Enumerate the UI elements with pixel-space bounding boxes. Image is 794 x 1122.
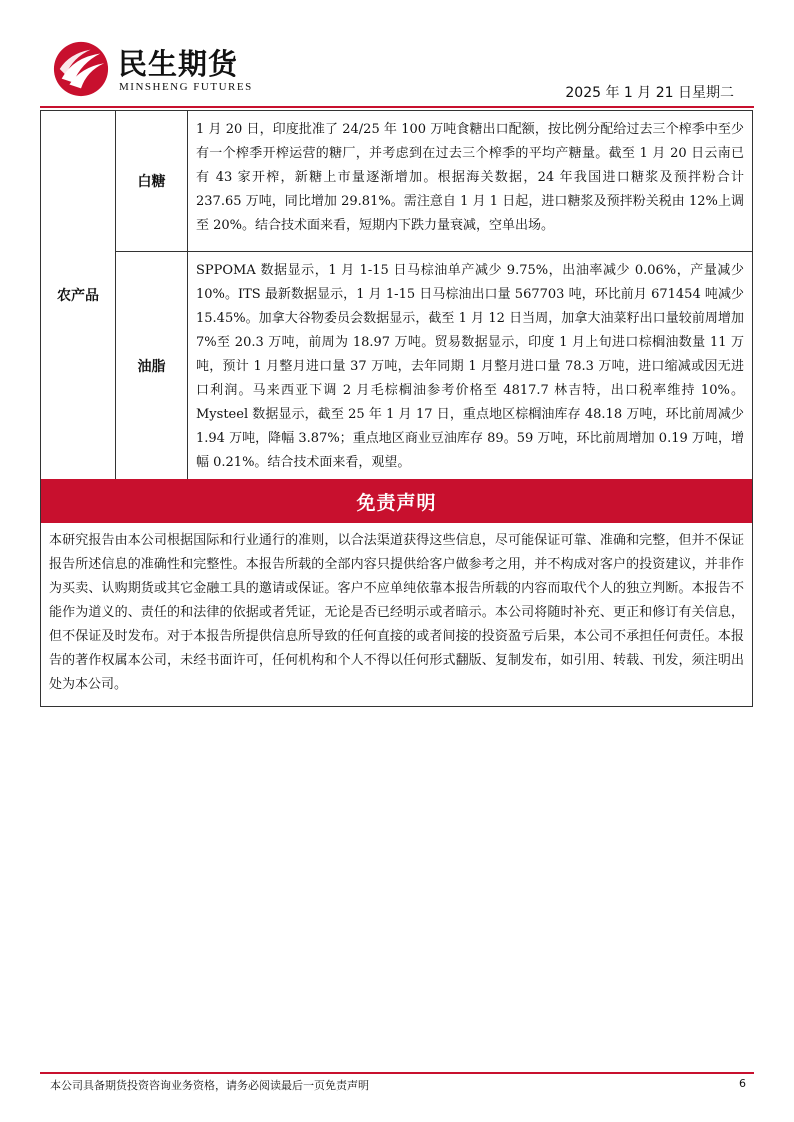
brand-name-en: MINSHENG FUTURES xyxy=(119,81,253,93)
footer-notice: 本公司具备期货投资咨询业务资格，请务必阅读最后一页免责声明 xyxy=(50,1079,369,1092)
commodity-commentary-sugar: 1 月 20 日，印度批准了 24/25 年 100 万吨食糖出口配额，按比例分配给过去三个榨季中至少有一个榨季开榨运营的糖厂，并考虑到在过去三个榨季的平均产糖量。截至 1 月 20 日云南已有 43 家开榨，新糖上市量逐渐增加。根据海关数据，24 年我国进口糖浆及预拌粉合计 237.65 万吨，同比增加 29.81%。需注意自 1 月 1 日起，进口糖浆及预拌粉关税由 12%上调至 20%。结合技术面来看，短期内下跌力量衰减，空单出场。 xyxy=(196,122,744,233)
table-row xyxy=(116,251,752,479)
disclaimer-title: 免责声明 xyxy=(40,479,753,523)
table-row-agriculture xyxy=(41,111,752,479)
brand-name-cn: 民生期货 xyxy=(118,47,239,81)
category-label: 农产品 xyxy=(41,111,116,479)
commodity-label-oils: 油脂 xyxy=(116,252,188,479)
report-date: 2025 年 1 月 21 日星期二 xyxy=(565,85,734,101)
footer-divider xyxy=(40,1072,754,1074)
page-header xyxy=(40,36,754,106)
page-number: 6 xyxy=(739,1077,746,1090)
header-divider xyxy=(40,106,754,108)
commodity-commentary-oils: SPPOMA 数据显示，1 月 1-15 日马棕油单产减少 9.75%，出油率减少 0.06%，产量减少 10%。ITS 最新数据显示，1 月 1-15 日马棕油出口量 567703 吨，环比前月 671454 吨减少 15.45%。加拿大谷物委员会数据显示，截至 1 月 12 日当周，加拿大油菜籽出口量较前周增加 7%至 20.3 万吨，前周为 18.97 万吨。贸易数据显示，印度 1 月上旬进口棕榈油数量 11 万吨，预计 1 月整月进口量 37 万吨，去年同期 1 月整月进口量 78.3 万吨，进口缩减或因无进口利润。马来西亚下调 2 月毛棕榈油参考价格至 4817.7 林吉特，出口税率维持 10%。Mysteel 数据显示，截至 25 年 1 月 17 日，重点地区棕榈油库存 48.18 万吨，环比前周减少 1.94 万吨，降幅 3.87%；重点地区商业豆油库存 89。59 万吨，环比前周增加 0.19 万吨，增幅 0.21%。结合技术面来看，观望。 xyxy=(196,263,744,470)
minsheng-logo-icon xyxy=(52,40,110,98)
commodity-label-sugar: 白糖 xyxy=(116,111,188,251)
subgroup xyxy=(116,111,752,479)
table-row xyxy=(116,111,752,251)
commodity-table xyxy=(40,110,753,480)
disclaimer-text: 本研究报告由本公司根据国际和行业通行的准则，以合法渠道获得这些信息，尽可能保证可靠、准确和完整，但并不保证报告所述信息的准确性和完整性。本报告所载的全部内容只提供给客户做参考之用，并不构成对客户的投资建议，并非作为买卖、认购期货或其它金融工具的邀请或保证。客户不应单纯依靠本报告所载的内容而取代个人的独立判断。本报告不能作为道义的、责任的和法律的依据或者凭证，无论是否已经明示或者暗示。本公司将随时补充、更正和修订有关信息，但不保证及时发布。对于本报告所提供信息所导致的任何直接的或者间接的投资盈亏后果，本公司不承担任何责任。本报告的著作权属本公司，未经书面许可，任何机构和个人不得以任何形式翻版、复制发布，如引用、转载、刊发，须注明出处为本公司。 xyxy=(40,523,753,707)
